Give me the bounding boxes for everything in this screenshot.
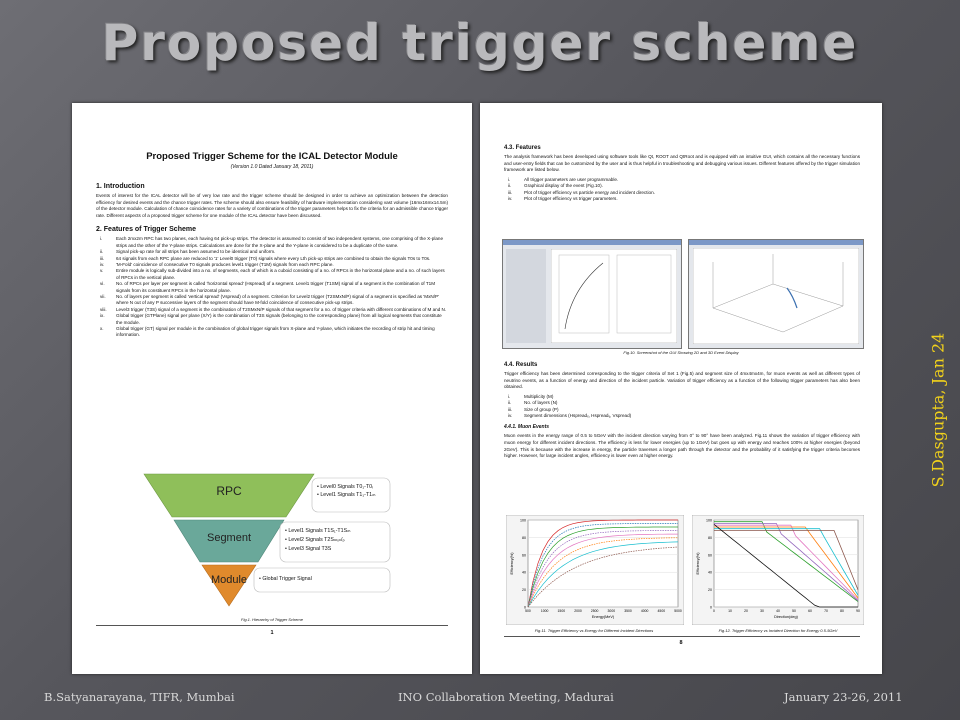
features-heading: 2. Features of Trigger Scheme <box>96 226 196 234</box>
x-tick-label: 20 <box>744 609 748 613</box>
footer-event: INO Collaboration Meeting, Madurai <box>398 690 614 704</box>
x-tick-label: 500 <box>525 609 531 613</box>
list-item-number: ii. <box>100 249 104 255</box>
list-item <box>96 236 448 249</box>
x-tick-label: 50 <box>792 609 796 613</box>
list-item <box>504 413 860 419</box>
pyramid-label-module: Module <box>210 574 248 586</box>
y-tick-label: 20 <box>522 588 526 593</box>
x-tick-label: 10 <box>728 609 732 613</box>
x-tick-label: 2500 <box>590 609 599 613</box>
section-4-3-heading: 4.3. Features <box>504 145 541 151</box>
x-tick-label: 80 <box>840 609 844 613</box>
page8-features-section <box>504 145 860 202</box>
x-tick-label: 3000 <box>607 609 616 613</box>
page8-results-section <box>504 362 860 460</box>
x-tick-label: 0 <box>713 609 715 613</box>
x-tick-label: 40 <box>776 609 780 613</box>
pyramid-label-segment: Segment <box>206 532 252 544</box>
figure-11-efficiency-vs-energy <box>506 515 684 625</box>
intro-heading: 1. Introduction <box>96 183 145 190</box>
footer-author: B.Satyanarayana, TIFR, Mumbai <box>44 690 235 704</box>
list-item <box>96 326 448 339</box>
list-item-text: Global trigger (GTPlane) signal per plane (X/Y) is the combination of T3S signals (belonging to the corresponding plane) from all logical segments that constitute the module. <box>116 313 442 325</box>
list-item-text: Global trigger (GT) signal per module is the combination of global trigger signals from X-plane and Y-plane, which initiates the recording of strip hit and timing information. <box>116 326 435 338</box>
section-4-4-paragraph: Trigger efficiency has been determined corresponding to the trigger criteria of Set 1 (Fig.5) and segment size of 4mx4mx4m, for muon events as well as different types of neutrino events, as a function of energy and direction of the incident particle. Variation of trigger efficiency as a function of the following trigger parameters has also been obtained. <box>504 371 860 390</box>
y-tick-label: 40 <box>522 570 526 575</box>
y-tick-label: 60 <box>522 553 526 558</box>
y-tick-label: 0 <box>524 605 526 610</box>
y-tick-label: 20 <box>708 588 712 593</box>
list-item-number: iv. <box>508 413 513 418</box>
figure-1-caption: Fig.1. Hierarchy of Trigger Scheme <box>241 617 303 622</box>
module-notes <box>259 576 312 582</box>
x-axis-label: Energy(MeV) <box>591 615 615 619</box>
x-tick-label: 3500 <box>624 609 632 613</box>
pyramid-label-rpc: RPC <box>216 484 242 498</box>
x-tick-label: 30 <box>760 609 764 613</box>
list-item-number: ii. <box>508 183 512 189</box>
list-item <box>96 313 448 326</box>
list-item-text: All trigger parameters are user programmable. <box>524 176 619 182</box>
page-8-footer-rule <box>504 636 860 637</box>
gui-3d-event-plot <box>693 248 859 344</box>
list-item-number: viii. <box>100 306 107 312</box>
list-item-text: No. of layers per segment is called 'vertical spread' (Vspread) of a segment. Criterion for Level2 trigger (T2SMxN/P) signal of a segment is specified as 'MxN/P' where N out of any P successive layers of the segment should have M-fold coincidence of consecutive pick-up strips. <box>116 294 439 306</box>
list-item-number: iv. <box>508 196 513 201</box>
y-tick-label: 0 <box>710 605 712 610</box>
figure-10-caption: Fig.10. Screenshot of the GUI Showing 2D and 3D Event Display <box>623 350 739 355</box>
gui-screenshot-3d <box>688 239 864 349</box>
list-item-number: iv. <box>100 262 105 267</box>
segment-note: • Level1 Signals T1S₁-T1Sₘ <box>285 528 351 534</box>
list-item-number: vii. <box>100 294 106 300</box>
segment-note: • Level2 Signals T2Sₘₓₙ/ₚ <box>285 537 345 543</box>
list-item-text: Level3 trigger (T3S) signal of a segment is the combination of T2SMxN/P signals of that segment for a no. of trigger criteria with different combinations of M and N. <box>116 306 447 312</box>
section-4-3-paragraph: The analysis framework has been developed using software tools like Qt, ROOT and QtRoot and is equipped with an intuitive GUI, which contains all the necessary functions and user-entry fields that can be customized by the user and is thus helpful in troubleshooting and debugging various issues. Different features offered by the trigger simulation framework are listed below. <box>504 154 860 173</box>
list-item <box>504 196 860 202</box>
list-item-text: Plot of trigger efficiency vs particle energy and incident direction. <box>524 189 655 195</box>
list-item-number: ii. <box>508 400 512 406</box>
list-item-number: ix. <box>100 313 105 319</box>
page-1-footer-rule <box>96 625 448 626</box>
list-item-text: Graphical display of the event (Fig.10). <box>524 183 603 189</box>
list-item-text: Plot of trigger efficiency vs trigger parameters. <box>524 196 618 201</box>
section-4-4-1-heading: 4.4.1. Muon Events <box>504 424 550 431</box>
x-tick-label: 90 <box>856 609 860 613</box>
list-item-text: Each 2mx2m RPC has two planes, each having 64 pick-up strips. The detector is assumed to consist of two independent systems, one comprising of the X-plane strips and the other of the Y-plane strips. Calculations are done for the X-plane and the Y-plane is considered to be a duplicate of the same. <box>116 236 444 248</box>
list-item-text: 'M-Fold' coincidence of consecutive T0 signals produces level1 trigger (T1M) signals from each RPC plane. <box>116 262 334 267</box>
x-tick-label: 1500 <box>557 609 566 613</box>
intro-paragraph: Events of interest for the ICAL detector will be of very low rate and the trigger scheme should be designed in order to achieve an optimization between the detection efficiency for desired events and the chance trigger rates. The scheme should also ensure feasibility of hardware implementation considering vast volume (16mx16mx14.5m) of the detector module. Calculation of chance coincidence rates for a variety of combinations of the trigger parameters helps to fix the criteria for an admissible chance trigger rate. Different aspects of a proposed trigger scheme for one module of the ICAL detector have been discussed. <box>96 193 448 218</box>
x-axis-label: Direction(deg) <box>774 615 798 619</box>
section-4-3-list <box>504 177 860 203</box>
list-item-number: i. <box>508 176 511 182</box>
hierarchy-figure <box>134 472 404 622</box>
plot-area <box>714 520 858 607</box>
list-item-number: v. <box>100 268 104 274</box>
x-tick-label: 1000 <box>540 609 549 613</box>
list-item <box>96 294 448 307</box>
y-axis-label: Efficiency(%) <box>696 552 700 575</box>
list-item-text: Segment dimensions (Hspreadₓ, Hspreadᵧ, Vspread) <box>524 413 632 418</box>
list-item-number: iii. <box>100 255 105 261</box>
gui-titlebar <box>689 240 863 245</box>
document-page-8 <box>480 103 882 674</box>
footer-date: January 23-26, 2011 <box>784 690 903 704</box>
figure-12-caption: Fig.12. Trigger Efficiency vs Incident Direction for Energy 0.5-5GeV <box>718 628 838 633</box>
x-tick-label: 5000 <box>674 609 682 613</box>
list-item-number: i. <box>508 393 511 399</box>
module-note: • Global Trigger Signal <box>259 576 312 582</box>
list-item-number: x. <box>100 326 104 332</box>
page-8-number: 8 <box>679 640 683 646</box>
list-item-number: iii. <box>508 189 513 195</box>
list-item-text: 64 signals from each RPC plane are reduced to '1' Level0 trigger (T0) signals where every Lth pick-up strips are combined to obtain the signals T0s to T0s. <box>116 255 431 261</box>
list-item-text: Multiplicity (M) <box>524 393 554 399</box>
list-item-text: Size of group (P) <box>524 406 559 412</box>
list-item-number: i. <box>100 236 103 242</box>
rpc-notes <box>317 483 375 499</box>
list-item <box>96 268 448 281</box>
list-item-text: Entire module is logically sub-divided into a no. of segments, each of which is a cuboid consisting of a no. of RPCs in the horizontal plane and a no. of such layers of RPCs in the vertical plane. <box>116 268 445 280</box>
x-tick-label: 2000 <box>574 609 582 613</box>
segment-note: • Level3 Signal T3S <box>285 546 332 552</box>
gui-control-panel <box>506 249 546 343</box>
y-tick-label: 40 <box>708 570 712 575</box>
page-1-number: 1 <box>270 630 274 636</box>
y-axis-label: Efficiency(%) <box>510 552 514 575</box>
y-tick-label: 60 <box>708 553 712 558</box>
x-tick-label: 4500 <box>657 609 666 613</box>
page1-body <box>96 183 448 339</box>
x-tick-label: 60 <box>808 609 812 613</box>
segment-notes <box>285 527 350 554</box>
document-page-1 <box>72 103 472 674</box>
side-credit: S.Dasgupta, Jan 24 <box>928 332 948 488</box>
features-list <box>96 236 448 339</box>
y-tick-label: 80 <box>708 535 712 540</box>
rpc-note: • Level1 Signals T1₁-T1ₘ <box>317 492 376 498</box>
rpc-note: • Level0 Signals T0₁-T0ᵢ <box>317 484 373 490</box>
figure-11-caption: Fig.11. Trigger Efficiency vs Energy for Different Incident Directions <box>534 628 654 633</box>
y-tick-label: 80 <box>522 535 526 540</box>
gui-titlebar <box>503 240 681 245</box>
list-item-text: Signal pick-up rate for all strips has been assumed to be identical and uniform. <box>116 249 276 255</box>
list-item-text: No. of RPCs per layer per segment is called 'horizontal spread' (Hspread) of a segment. Level1 trigger (T1SM) signal of a segment is the combination of T1M signals from its constituent RPCs in the horizontal plane. <box>116 281 436 293</box>
section-4-4-list <box>504 394 860 420</box>
list-item-text: No. of layers (N) <box>524 400 558 406</box>
section-4-4-heading: 4.4. Results <box>504 362 538 368</box>
document-title: Proposed Trigger Scheme for the ICAL Detector Module <box>146 151 398 162</box>
x-tick-label: 70 <box>824 609 828 613</box>
y-tick-label: 100 <box>706 518 712 523</box>
slide-title: Proposed trigger scheme <box>101 14 859 72</box>
x-tick-label: 4000 <box>640 609 649 613</box>
list-item <box>96 281 448 294</box>
document-version: (Version 1.0 Dated January 18, 2011) <box>230 164 314 170</box>
list-item-number: vi. <box>100 281 105 287</box>
figure-12-efficiency-vs-direction <box>692 515 864 625</box>
gui-2d-event-plot <box>551 249 677 343</box>
y-tick-label: 100 <box>520 518 526 523</box>
list-item-number: iii. <box>508 406 513 412</box>
section-4-4-1-paragraph: Muon events in the energy range of 0.5 to 5GeV with the incident direction varying from 0° to 90° have been analyzed. Fig.11 shows the variation of trigger efficiency with muon energy for different incident directions. The efficiency is less for lower energies (up to 1GeV) but goes up with energy and reaches 100% at higher energies (beyond 2GeV). This is because with the increase in energy, the particle traverses a longer path through the detector and the probability of it satisfying the trigger criteria becomes higher. However, for large incident angles, efficiency is lower even at higher energy. <box>504 433 860 459</box>
plot-area <box>528 520 678 607</box>
gui-screenshot-2d <box>502 239 682 349</box>
